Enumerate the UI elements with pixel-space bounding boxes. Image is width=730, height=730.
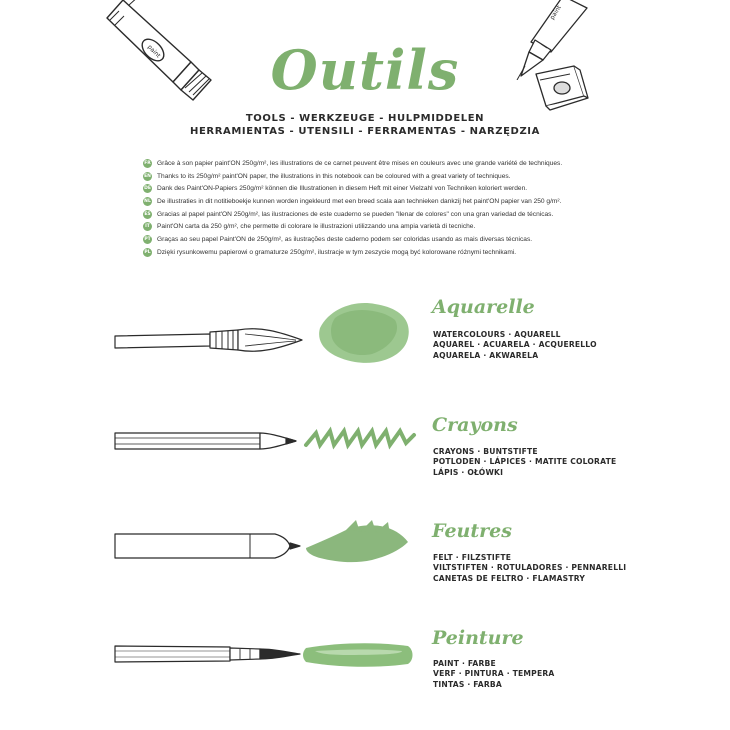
language-badge: IT [143, 222, 152, 231]
section-lines-peinture [433, 659, 554, 690]
language-text: Dank des Paint'ON-Papiers 250g/m² können die Illustrationen in diesem Heft mit einer Vielzahl von Techniken koloriert werden. [157, 185, 528, 193]
section-line: CRAYONS · BUNTSTIFTE [433, 447, 538, 456]
section-line: AQUARELA · AKWARELA [433, 350, 539, 360]
language-text: Graças ao seu papel Paint'ON de 250g/m², as ilustrações deste caderno podem ser coloridas usando as mais diversas técnicas. [157, 235, 533, 243]
language-text: Grâce à son papier paint'ON 250g/m², les illustrations de ce carnet peuvent être mises en couleurs avec une grande variété de techniques. [157, 159, 563, 167]
language-badge: PL [144, 249, 151, 255]
language-badge: DE [144, 186, 151, 192]
language-row-nl [143, 195, 613, 208]
section-line: AQUAREL · ACUARELA · ACQUERELLO [433, 340, 597, 350]
language-row-pt [143, 233, 613, 246]
paint-brush-icon [110, 620, 430, 690]
watercolor-brush-icon [110, 298, 430, 368]
language-text: Dzięki rysunkowemu papierowi o gramaturze 250g/m², ilustracje w tym zeszycie mogą być kolorowane różnymi technikami. [157, 248, 517, 256]
language-badge: ES [144, 211, 151, 217]
section-line: POTLODEN · LÁPICES · MATITE COLORATE [433, 457, 617, 467]
language-row-fr [143, 157, 613, 170]
language-text: Thanks to its 250g/m² paint'ON paper, the illustrations in this notebook can be coloured with a great variety of techniques. [157, 172, 511, 180]
svg-text:paint: paint [145, 43, 162, 60]
language-row-it [143, 220, 613, 233]
section-line: VILTSTIFTEN · ROTULADORES · PENNARELLI [433, 563, 627, 573]
language-row-de [143, 182, 613, 195]
language-badge: FR [144, 160, 151, 166]
language-list [143, 157, 613, 259]
section-title-crayons: Crayons [432, 414, 518, 436]
section-line: WATERCOLOURS · AQUARELL [433, 330, 561, 339]
section-line: FELT · FILZSTIFTE [433, 553, 512, 562]
colored-pencil-icon [110, 405, 430, 475]
svg-text:paint: paint [548, 4, 563, 22]
section-line: VERF · PINTURA · TEMPERA [433, 669, 555, 679]
language-text: Paint'ON carta da 250 g/m², che permette di colorare le illustrazioni utilizzando una ampia varietà di tecniche. [157, 223, 476, 231]
subtitle-line-2: HERRAMIENTAS - UTENSILI - FERRAMENTAS - NARZĘDZIA [190, 126, 540, 137]
felt-marker-icon [110, 512, 430, 582]
section-lines-feutres [433, 553, 626, 584]
section-title-feutres: Feutres [432, 520, 512, 542]
language-text: De illustraties in dit notitieboekje kunnen worden ingekleurd met een breed scala aan technieken dankzij het paint'ON papier van 250 g/m². [157, 197, 562, 205]
subtitle-line-1: TOOLS - WERKZEUGE - HULPMIDDELEN [245, 113, 485, 124]
language-badge: PT [144, 236, 151, 242]
section-line: PAINT · FARBE [433, 659, 496, 668]
section-lines-aquarelle [433, 330, 597, 361]
language-row-es [143, 208, 613, 221]
section-lines-crayons [433, 447, 616, 478]
language-badge: EN [144, 173, 151, 179]
section-line: LÁPIS · OŁÓWKI [433, 467, 504, 477]
section-line: CANETAS DE FELTRO · FLAMASTRY [433, 573, 586, 583]
language-row-en [143, 170, 613, 183]
language-badge: NL [144, 198, 151, 204]
language-text: Gracias al papel paint'ON 250g/m², las ilustraciones de este cuaderno se pueden "llenar de colores" con una gran variedad de técnicas. [157, 210, 554, 218]
page-title: Outils [270, 38, 460, 102]
section-line: TINTAS · FARBA [433, 679, 502, 689]
section-title-peinture: Peinture [432, 627, 524, 649]
language-row-pl [143, 246, 613, 259]
section-title-aquarelle: Aquarelle [432, 296, 535, 318]
